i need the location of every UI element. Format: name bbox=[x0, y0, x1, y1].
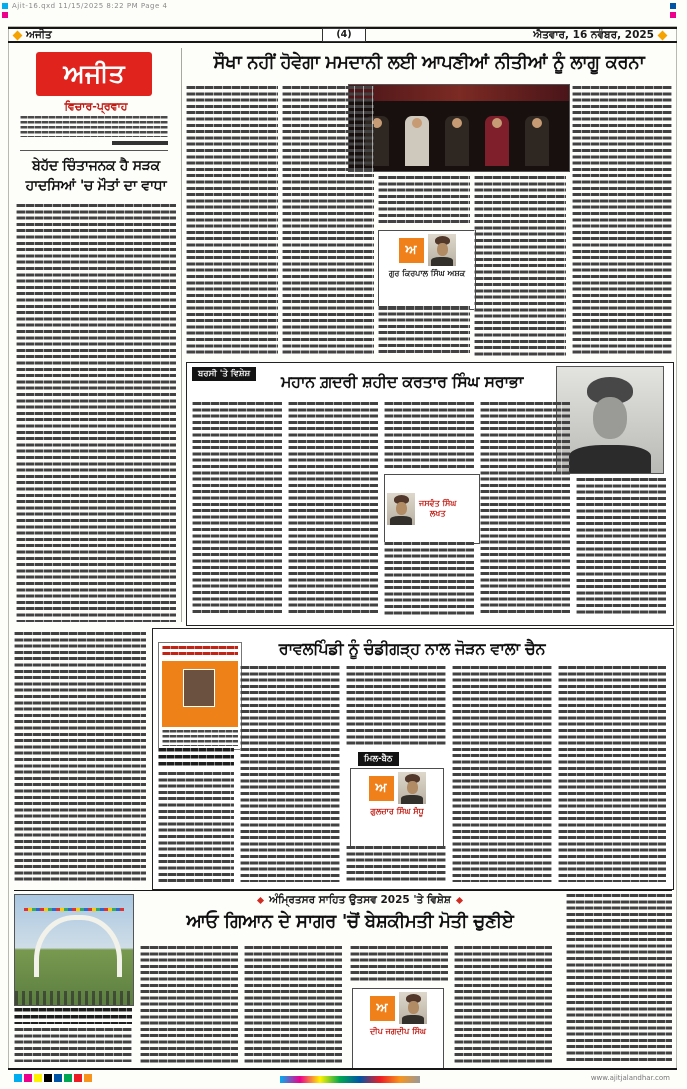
author-portrait bbox=[398, 772, 426, 804]
body-text-column bbox=[454, 946, 552, 1064]
print-metadata: Ajit-16.qxd 11/15/2025 8:22 PM Page 4 bbox=[12, 2, 168, 10]
body-text-column bbox=[572, 86, 672, 356]
sarabha-portrait-photo bbox=[556, 366, 664, 474]
author-portrait bbox=[387, 493, 415, 525]
logo-letter: ਅ bbox=[405, 242, 417, 258]
cover-footer-text bbox=[162, 730, 238, 746]
body-text-column bbox=[576, 478, 666, 616]
festival-kicker bbox=[160, 894, 560, 907]
body-text-column bbox=[558, 666, 666, 882]
quote-attribution bbox=[112, 141, 168, 145]
section-divider-rule bbox=[14, 890, 672, 891]
face-shape bbox=[437, 243, 448, 256]
person-figure bbox=[525, 116, 549, 166]
person-figure bbox=[485, 116, 509, 166]
person-figure bbox=[445, 116, 469, 166]
body-text-column bbox=[14, 1028, 132, 1062]
body-text-column bbox=[192, 402, 282, 616]
author-name-line2: ਲਖਤ bbox=[429, 509, 446, 518]
body-text-column bbox=[480, 402, 570, 616]
author-name: ਗੁਰ ਕਿਰਪਾਲ ਸਿੰਘ ਅਸ਼ਕ bbox=[388, 269, 466, 278]
ajit-logo-icon bbox=[399, 238, 424, 263]
crowd-silhouettes bbox=[15, 991, 133, 1005]
body-text-column bbox=[350, 946, 448, 984]
author-portrait bbox=[428, 234, 456, 266]
editorial-body-column bbox=[16, 204, 176, 622]
body-text-column bbox=[346, 666, 446, 748]
column-tag: ਮਿਲ-ਬੈਠ bbox=[358, 752, 399, 766]
diamond-icon bbox=[257, 897, 264, 904]
ajit-logo-icon bbox=[370, 996, 395, 1021]
cover-art bbox=[162, 661, 238, 727]
face-shape bbox=[407, 781, 418, 794]
header-date bbox=[470, 29, 666, 41]
sarabha-kicker-tag: ਬਰਸੀ 'ਤੇ ਵਿਸ਼ੇਸ਼ bbox=[192, 367, 256, 381]
cover-portrait bbox=[183, 669, 215, 707]
author-card-media bbox=[399, 234, 456, 266]
author-name: ਦੀਪ ਜਗਦੀਪ ਸਿੰਘ bbox=[370, 1027, 426, 1036]
footer-rule bbox=[8, 1068, 677, 1070]
torso-shape bbox=[401, 795, 423, 804]
body-text-column bbox=[158, 772, 234, 882]
torso-shape bbox=[569, 445, 651, 473]
body-text-column bbox=[186, 86, 278, 356]
orange-patch bbox=[84, 1074, 92, 1082]
editorial-headline: ਬੇਹੱਦ ਚਿੰਤਾਜਨਕ ਹੈ ਸੜਕ ਹਾਦਸਿਆਂ 'ਚ ਮੌਤਾਂ ਦਾ ਵਾਧਾ bbox=[25, 158, 167, 194]
rawalpindi-headline: ਰਾਵਲਪਿੰਡੀ ਨੂੰ ਚੰਡੀਗੜ੍ਹ ਨਾਲ ਜੋੜਨ ਵਾਲਾ ਚੈਨ bbox=[278, 639, 546, 658]
masthead-section-label: ਵਿਚਾਰ-ਪ੍ਰਵਾਹ bbox=[64, 100, 128, 113]
cyan-patch bbox=[14, 1074, 22, 1082]
author-name-line1: ਜਸਵੰਤ ਸਿੰਘ bbox=[419, 498, 457, 508]
festival-photo bbox=[14, 894, 134, 1006]
thought-quote-text bbox=[20, 116, 168, 137]
registration-mark bbox=[2, 3, 8, 9]
body-text-column bbox=[244, 946, 342, 1064]
sarabha-headline: ਮਹਾਨ ਗ਼ਦਰੀ ਸ਼ਹੀਦ ਕਰਤਾਰ ਸਿੰਘ ਸਰਾਭਾ bbox=[280, 372, 524, 391]
person-figure bbox=[405, 116, 429, 166]
green-patch bbox=[64, 1074, 72, 1082]
author-card bbox=[378, 230, 476, 310]
yellow-patch bbox=[34, 1074, 42, 1082]
footer-website: www.ajitjalandhar.com bbox=[590, 1074, 670, 1082]
column-rule bbox=[181, 48, 182, 622]
white-gate-arch bbox=[34, 915, 122, 977]
cover-title-text bbox=[162, 646, 238, 658]
paper-name-text: ਅਜੀਤ bbox=[26, 28, 52, 41]
author-name bbox=[419, 499, 456, 520]
body-text-column bbox=[384, 402, 474, 470]
book-cover-photo bbox=[158, 642, 242, 750]
lead-headline: ਸੌਖਾ ਨਹੀਂ ਹੋਵੇਗਾ ਮਮਦਾਨੀ ਲਈ ਆਪਣੀਆਂ ਨੀਤੀਆਂ ਨੂੰ ਲਾਗੂ ਕਰਨਾ bbox=[213, 52, 645, 73]
date-text: ਐਤਵਾਰ, 16 ਨਵੰਬਰ, 2025 bbox=[533, 28, 654, 41]
editorial-body-column bbox=[14, 632, 146, 884]
stage-curtain bbox=[349, 85, 569, 101]
header-paper-name bbox=[14, 29, 52, 41]
body-text-column bbox=[282, 86, 374, 356]
masthead-divider bbox=[20, 150, 168, 151]
header-page-number: (4) bbox=[322, 28, 366, 42]
cover-caption bbox=[158, 748, 234, 766]
body-text-column bbox=[288, 402, 378, 616]
print-color-strip bbox=[280, 1076, 420, 1083]
registration-mark bbox=[670, 12, 676, 18]
diamond-icon bbox=[658, 30, 668, 40]
face-shape bbox=[593, 397, 627, 439]
author-portrait bbox=[399, 992, 427, 1024]
logo-letter: ਅ bbox=[376, 1000, 388, 1016]
torso-shape bbox=[431, 257, 453, 266]
festival-headline: ਆਓ ਗਿਆਨ ਦੇ ਸਾਗਰ 'ਚੋਂ ਬੇਸ਼ਕੀਮਤੀ ਮੋਤੀ ਚੁਣੀਏ bbox=[186, 911, 514, 932]
diamond-icon bbox=[13, 30, 23, 40]
diamond-icon bbox=[456, 897, 463, 904]
cmyk-color-bar bbox=[14, 1074, 92, 1082]
masthead-logo: ਅਜੀਤ bbox=[36, 52, 152, 96]
red-patch bbox=[74, 1074, 82, 1082]
torso-shape bbox=[402, 1015, 424, 1024]
author-card bbox=[350, 768, 444, 848]
author-name: ਗੁਲਜ਼ਾਰ ਸਿੰਘ ਸੰਧੂ bbox=[370, 807, 424, 816]
flags-bunting bbox=[24, 908, 123, 911]
registration-mark bbox=[670, 3, 676, 9]
body-text-column bbox=[140, 946, 238, 1064]
body-text-column bbox=[378, 176, 470, 226]
body-text-column bbox=[240, 666, 340, 882]
torso-shape bbox=[390, 516, 412, 525]
face-shape bbox=[396, 502, 407, 515]
registration-mark bbox=[2, 12, 8, 18]
blue-patch bbox=[54, 1074, 62, 1082]
festival-kicker-text: ਅੰਮ੍ਰਿਤਸਰ ਸਾਹਿਤ ਉਤਸਵ 2025 'ਤੇ ਵਿਸ਼ੇਸ਼ bbox=[269, 894, 451, 906]
magenta-patch bbox=[24, 1074, 32, 1082]
body-text-column bbox=[566, 894, 672, 1064]
logo-letter: ਅ bbox=[375, 780, 387, 796]
ajit-logo-icon bbox=[369, 776, 394, 801]
author-card bbox=[384, 474, 480, 544]
body-text-column bbox=[378, 306, 470, 356]
body-text-column bbox=[346, 846, 446, 882]
body-text-column bbox=[384, 542, 474, 616]
author-card-media bbox=[369, 772, 426, 804]
author-card-media bbox=[370, 992, 427, 1024]
black-patch bbox=[44, 1074, 52, 1082]
body-text-column bbox=[452, 666, 552, 882]
face-shape bbox=[408, 1001, 419, 1014]
photo-caption bbox=[14, 1008, 132, 1024]
author-card bbox=[352, 988, 444, 1070]
lead-photo bbox=[348, 84, 570, 172]
body-text-column bbox=[474, 176, 566, 356]
